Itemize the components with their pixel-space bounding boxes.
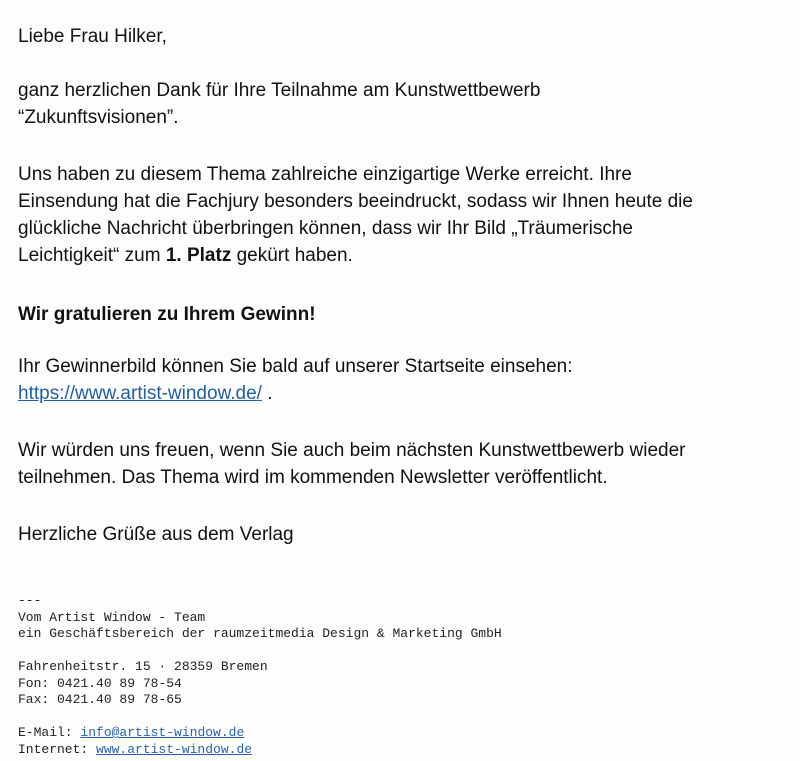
signature-spacer xyxy=(18,643,718,660)
email-label: E-Mail: xyxy=(18,725,81,740)
signature-company: ein Geschäftsbereich der raumzeitmedia Design & Marketing GmbH xyxy=(18,626,502,641)
body-line-1: Uns haben zu diesem Thema zahlreiche einzigartige Werke erreicht. Ihre xyxy=(18,164,632,185)
closing: Herzliche Grüße aus dem Verlag xyxy=(18,524,294,545)
greeting: Liebe Frau Hilker, xyxy=(18,26,167,47)
signature-spacer-2 xyxy=(18,709,718,726)
website-link[interactable]: https://www.artist-window.de/ xyxy=(18,383,262,404)
internet-link[interactable]: www.artist-window.de xyxy=(96,741,253,757)
website-line: Ihr Gewinnerbild können Sie bald auf unserer Startseite einsehen: xyxy=(18,356,573,377)
email-link[interactable]: info@artist-window.de xyxy=(80,725,245,740)
thanks-line-1: ganz herzlichen Dank für Ihre Teilnahme am Kunstwettbewerb xyxy=(18,80,541,101)
next-line-1: Wir würden uns freuen, wenn Sie auch beim nächsten Kunstwettbewerb wieder xyxy=(18,440,686,461)
signature-separator: --- xyxy=(18,593,42,608)
body-line-4-post: gekürt haben. xyxy=(231,245,353,266)
signature-internet-row xyxy=(18,742,718,759)
next-line-2: teilnehmen. Das Thema wird im kommenden Newsletter veröffentlicht. xyxy=(18,467,608,488)
signature-fon: Fon: 0421.40 89 78-54 xyxy=(18,675,182,691)
signature-fax: Fax: 0421.40 89 78-65 xyxy=(18,692,182,707)
body-line-2: Einsendung hat die Fachjury besonders beeindruckt, sodass wir Ihnen heute die xyxy=(18,191,693,212)
body-line-4 xyxy=(18,243,353,269)
signature-team: Vom Artist Window - Team xyxy=(18,609,206,625)
email-signature xyxy=(18,593,718,758)
website-link-line xyxy=(18,381,273,407)
body-line-3: glückliche Nachricht überbringen können, dass wir Ihr Bild „Träumerische xyxy=(18,218,633,239)
signature-address: Fahrenheitstr. 15 · 28359 Bremen xyxy=(18,659,268,674)
congratulations-heading: Wir gratulieren zu Ihrem Gewinn! xyxy=(18,304,316,325)
placement-emphasis: 1. Platz xyxy=(165,245,232,266)
thanks-line-2: “Zukunftsvisionen”. xyxy=(18,107,179,128)
body-line-4-pre: Leichtigkeit“ zum xyxy=(18,245,166,266)
signature-email-row xyxy=(18,725,718,742)
website-link-suffix: . xyxy=(261,383,273,404)
internet-label: Internet: xyxy=(18,741,97,757)
